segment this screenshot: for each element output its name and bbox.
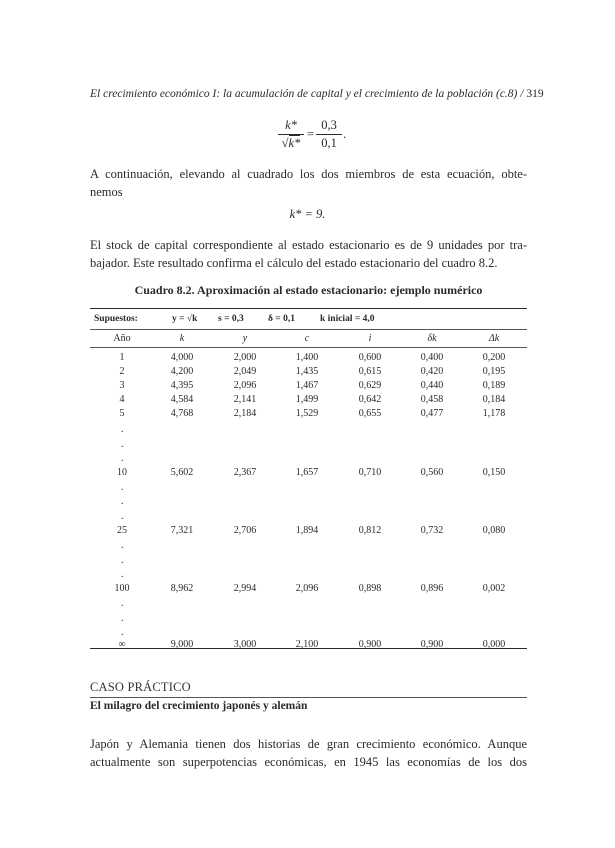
ellipsis-dot: .: [121, 555, 124, 566]
cell-change-k: 0,200: [482, 352, 506, 363]
cell-change-k: 0,184: [482, 394, 506, 405]
cell-change-k: 0,195: [482, 366, 506, 377]
ellipsis-dot: .: [121, 439, 124, 450]
cell-k: 7,321: [170, 525, 194, 536]
cell-c: 1,894: [295, 525, 319, 536]
paragraph-1: [90, 165, 527, 201]
radicand: k*: [288, 136, 301, 150]
cell-delta-k: 0,400: [420, 352, 444, 363]
cell-y: 3,000: [233, 639, 257, 650]
col-header-i: i: [368, 333, 372, 344]
lhs-numerator: k*: [278, 118, 304, 135]
paragraph-2: [90, 236, 527, 272]
cell-year: 1: [119, 352, 125, 363]
case-study-heading: CASO PRÁCTICO: [90, 680, 191, 694]
cell-change-k: 1,178: [482, 408, 506, 419]
cell-k: 4,768: [170, 408, 194, 419]
table-caption: Cuadro 8.2. Aproximación al estado estacionario: ejemplo numérico: [134, 283, 483, 297]
ellipsis-dot: .: [121, 424, 124, 435]
cell-y: 2,141: [233, 394, 257, 405]
cell-k: 4,000: [170, 352, 194, 363]
rhs-denominator: 0,1: [321, 136, 337, 150]
rhs-fraction: [316, 118, 342, 151]
cell-c: 1,400: [295, 352, 319, 363]
table-row: [90, 525, 527, 538]
cell-y: 2,049: [233, 366, 257, 377]
ellipsis-dot: .: [121, 569, 124, 580]
case-study-subheading: El milagro del crecimiento japonés y alemán: [90, 700, 308, 712]
cell-change-k: 0,002: [482, 583, 506, 594]
cell-c: 1,657: [295, 467, 319, 478]
col-header-c: c: [304, 333, 310, 344]
ellipsis-dot: .: [121, 613, 124, 624]
assumptions-rule: [90, 329, 527, 330]
paragraph-1-line-1: A continuación, elevando al cuadrado los dos miembros de esta ecuación, obte-: [90, 167, 527, 181]
cell-k: 4,200: [170, 366, 194, 377]
cell-i: 0,629: [358, 380, 382, 391]
table-row: [90, 380, 527, 393]
page-number: 319: [526, 88, 544, 100]
ellipsis-dot: .: [121, 627, 124, 638]
equation-k-star: [0, 207, 615, 222]
ellipsis-dot: .: [121, 598, 124, 609]
table-top-rule: [90, 308, 527, 309]
cell-delta-k: 0,420: [420, 366, 444, 377]
cell-delta-k: 0,896: [420, 583, 444, 594]
assumptions-row: [90, 314, 527, 328]
cell-delta-k: 0,900: [420, 639, 444, 650]
table-row: [90, 467, 527, 480]
cell-change-k: 0,000: [482, 639, 506, 650]
col-header-k: k: [179, 333, 185, 344]
cell-k: 8,962: [170, 583, 194, 594]
col-header-change-k: Δk: [488, 333, 500, 344]
table-row: [90, 408, 527, 421]
table-row: [90, 639, 527, 652]
cell-c: 2,096: [295, 583, 319, 594]
cell-y: 2,096: [233, 380, 257, 391]
cell-change-k: 0,080: [482, 525, 506, 536]
cell-k: 9,000: [170, 639, 194, 650]
equation-period: .: [343, 127, 347, 141]
col-header-delta-k: δk: [427, 333, 437, 344]
cell-i: 0,898: [358, 583, 382, 594]
cell-k: 4,395: [170, 380, 194, 391]
table-row: [90, 394, 527, 407]
col-header-year: Año: [113, 333, 131, 344]
cell-delta-k: 0,477: [420, 408, 444, 419]
ellipsis-dot: .: [121, 511, 124, 522]
cell-y: 2,000: [233, 352, 257, 363]
paragraph-2-line-1: El stock de capital correspondiente al estado estacionario es de 9 unidades por tra-: [90, 238, 527, 252]
running-title: El crecimiento económico I: la acumulación de capital y el crecimiento de la población (c.8): [90, 88, 518, 100]
ellipsis-dot: .: [121, 496, 124, 507]
cell-i: 0,600: [358, 352, 382, 363]
lhs-fraction: [278, 118, 304, 151]
cell-year: 10: [117, 467, 127, 478]
header-rule: [90, 347, 527, 348]
table-row: [90, 583, 527, 596]
cell-c: 1,529: [295, 408, 319, 419]
cell-year: 2: [119, 366, 125, 377]
case-study-line-1: Japón y Alemania tienen dos historias de gran crecimiento económico. Aunque: [90, 737, 527, 751]
column-header-row: [90, 333, 527, 347]
cell-year: 25: [117, 525, 127, 536]
paragraph-2-line-2: bajador. Este resultado confirma el cálculo del estado estacionario del cuadro 8.2.: [90, 256, 498, 270]
cell-i: 0,655: [358, 408, 382, 419]
cell-k: 4,584: [170, 394, 194, 405]
radical-sign: √: [281, 136, 289, 150]
rhs-numerator: 0,3: [316, 118, 342, 135]
cell-y: 2,706: [233, 525, 257, 536]
cell-year: ∞: [118, 639, 126, 650]
cell-k: 5,602: [170, 467, 194, 478]
assumption-initial-k: k inicial = 4,0: [320, 314, 375, 324]
header-separator: /: [520, 88, 524, 100]
equals-sign: =: [307, 127, 315, 141]
table-row: [90, 352, 527, 365]
cell-y: 2,184: [233, 408, 257, 419]
cell-y: 2,994: [233, 583, 257, 594]
cell-i: 0,900: [358, 639, 382, 650]
table-row: [90, 366, 527, 379]
cell-c: 2,100: [295, 639, 319, 650]
case-study-rule: [90, 697, 527, 698]
ellipsis-dot: .: [121, 453, 124, 464]
cell-change-k: 0,189: [482, 380, 506, 391]
cell-year: 4: [119, 394, 125, 405]
cell-y: 2,367: [233, 467, 257, 478]
cell-i: 0,642: [358, 394, 382, 405]
cell-c: 1,467: [295, 380, 319, 391]
equation-k-over-root-k: [278, 118, 358, 158]
paragraph-1-line-2: nemos: [90, 185, 123, 199]
assumption-production: y = √k: [172, 314, 198, 324]
cell-change-k: 0,150: [482, 467, 506, 478]
running-header: [90, 88, 544, 100]
cell-delta-k: 0,458: [420, 394, 444, 405]
cell-i: 0,812: [358, 525, 382, 536]
table-bottom-rule: [90, 648, 527, 649]
cell-i: 0,710: [358, 467, 382, 478]
assumptions-label: Supuestos:: [94, 314, 138, 324]
cell-c: 1,435: [295, 366, 319, 377]
assumption-depreciation: δ = 0,1: [268, 314, 295, 324]
assumption-saving: s = 0,3: [218, 314, 244, 324]
case-study-line-2: actualmente son superpotencias económicas, en 1945 las economías de los dos: [90, 755, 527, 769]
cell-delta-k: 0,560: [420, 467, 444, 478]
case-study-body: [90, 735, 527, 771]
lhs-denominator: [278, 135, 304, 151]
cell-c: 1,499: [295, 394, 319, 405]
cell-year: 100: [114, 583, 130, 594]
cell-delta-k: 0,440: [420, 380, 444, 391]
cell-year: 3: [119, 380, 125, 391]
equation-k-star-text: k* = 9.: [289, 207, 326, 221]
col-header-y: y: [242, 333, 248, 344]
cell-delta-k: 0,732: [420, 525, 444, 536]
ellipsis-dot: .: [121, 482, 124, 493]
cell-i: 0,615: [358, 366, 382, 377]
cell-year: 5: [119, 408, 125, 419]
ellipsis-dot: .: [121, 540, 124, 551]
